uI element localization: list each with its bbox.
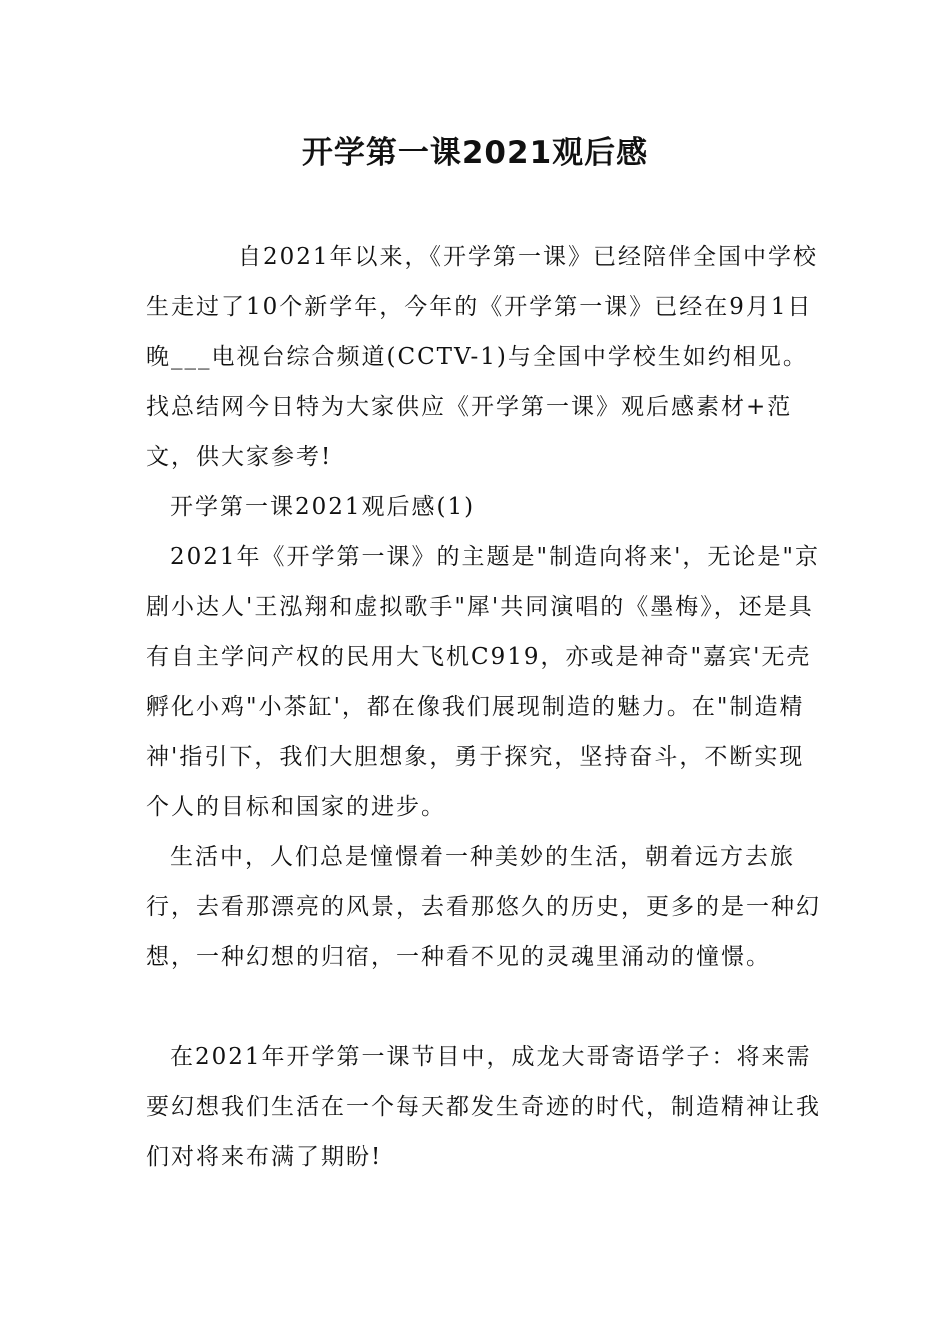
body-paragraph-2: 生活中，人们总是憧憬着一种美妙的生活，朝着远方去旅行，去看那漂亮的风景，去看那悠久的历史，更多的是一种幻想，一种幻想的归宿，一种看不见的灵魂里涌动的憧憬。 [146,844,821,970]
body-paragraph-1: 2021年《开学第一课》的主题是"制造向将来'，无论是"京剧小达人'王泓翔和虚拟歌手"犀'共同演唱的《墨梅》，还是具有自主学问产权的民用大飞机C919，亦或是神奇"嘉宾'无壳孵化小鸡"小茶缸'，都在像我们展现制造的魅力。在"制造精神'指引下，我们大胆想象，勇于探究，坚持奋斗，不断实现个人的目标和国家的进步。 [146,544,821,820]
document-title: 开学第一课2021观后感 [301,135,649,171]
section-heading: 开学第一课2021观后感(1) [170,494,476,520]
body-paragraph-3: 在2021年开学第一课节目中，成龙大哥寄语学子：将来需要幻想我们生活在一个每天都发生奇迹的时代，制造精神让我们对将来布满了期盼! [146,1044,821,1170]
intro-paragraph: 自2021年以来，《开学第一课》已经陪伴全国中学校生走过了10个新学年，今年的《开学第一课》已经在9月1日晚___电视台综合频道(CCTV-1)与全国中学校生如约相见。找总结网今日特为大家供应《开学第一课》观后感素材+范文，供大家参考! [146,244,819,470]
